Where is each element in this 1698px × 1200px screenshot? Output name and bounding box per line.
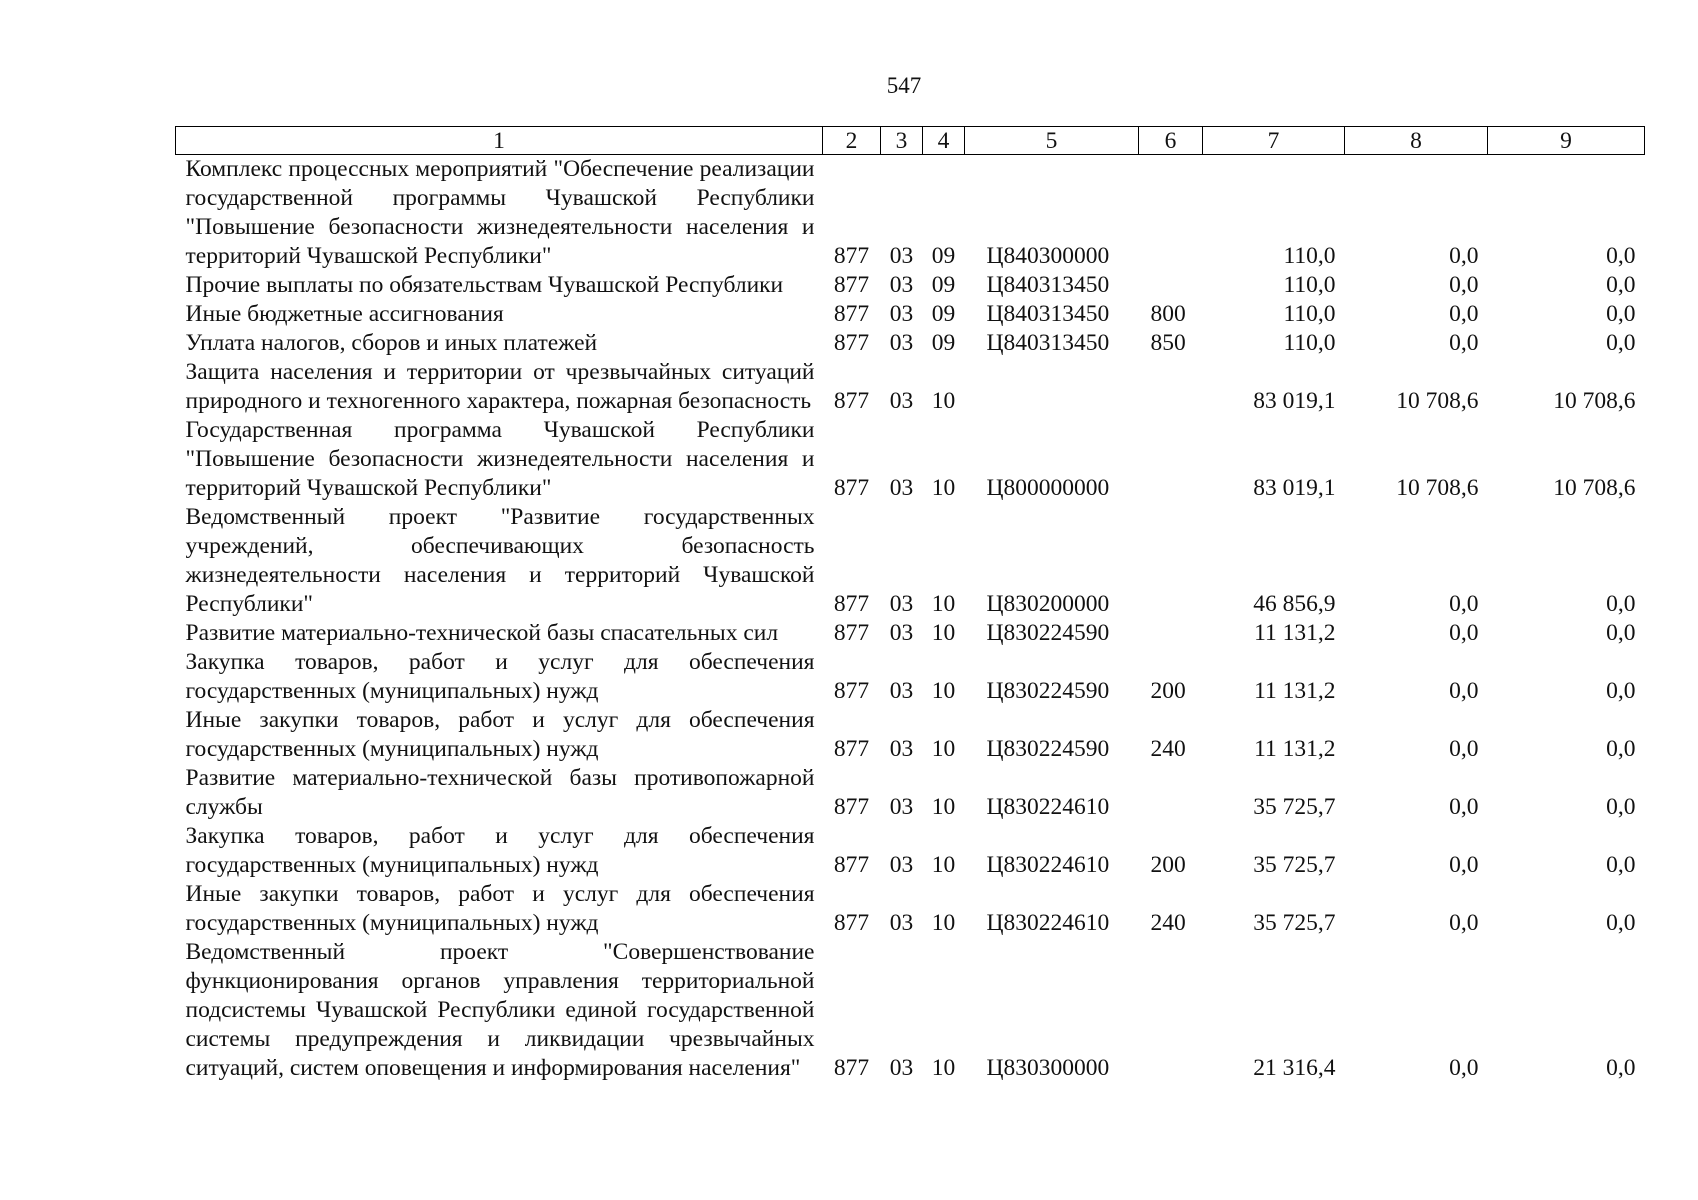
row-target-article: Ц830224610 xyxy=(986,910,1110,936)
row-amount-col7: 110,0 xyxy=(1283,243,1336,269)
row-amount-col8: 0,0 xyxy=(1449,243,1479,269)
row-ministry-code: 877 xyxy=(833,736,870,762)
row-section-code: 03 xyxy=(889,475,914,501)
row-name: Комплекс процессных мероприятий "Обеспечение реализации государственной программы Чувашской Республики "Повышение безопасности жизнедеятельности населения и территорий Чувашской Республики" xyxy=(185,156,815,269)
row-name: Иные закупки товаров, работ и услуг для обеспечения государственных (муниципальных) нужд xyxy=(185,707,815,762)
header-col-9: 9 xyxy=(1488,127,1645,155)
row-subsection-code: 10 xyxy=(931,591,956,617)
row-subsection-code: 10 xyxy=(931,852,956,878)
row-subsection-code: 10 xyxy=(931,388,956,414)
row-expense-type xyxy=(1139,938,1203,1083)
row-ministry-code: 877 xyxy=(833,475,870,501)
row-ministry-code: 877 xyxy=(833,794,870,820)
table-row xyxy=(176,822,1645,880)
row-amount-col8: 0,0 xyxy=(1449,794,1479,820)
row-amount-col9: 0,0 xyxy=(1606,620,1636,646)
row-subsection-code: 10 xyxy=(931,620,956,646)
row-amount-col9: 0,0 xyxy=(1606,678,1636,704)
row-section-code: 03 xyxy=(889,736,914,762)
row-amount-col8: 0,0 xyxy=(1449,678,1479,704)
row-amount-col7: 35 725,7 xyxy=(1253,852,1336,878)
row-target-article: Ц840313450 xyxy=(986,301,1110,327)
row-amount-col7: 110,0 xyxy=(1283,272,1336,298)
row-subsection-code: 09 xyxy=(931,330,956,356)
row-ministry-code: 877 xyxy=(833,852,870,878)
row-amount-col9: 0,0 xyxy=(1606,910,1636,936)
row-target-article: Ц830224590 xyxy=(986,678,1110,704)
row-ministry-code: 877 xyxy=(833,1055,870,1081)
table-row xyxy=(176,648,1645,706)
table-row xyxy=(176,764,1645,822)
row-expense-type xyxy=(1139,416,1203,503)
row-ministry-code: 877 xyxy=(833,301,870,327)
row-name: Ведомственный проект "Развитие государственных учреждений, обеспечивающих безопасность жизнедеятельности населения и территорий Чувашской Республики" xyxy=(185,504,815,617)
row-amount-col9: 0,0 xyxy=(1606,1055,1636,1081)
row-expense-type: 200 xyxy=(1150,852,1186,878)
row-target-article: Ц830224590 xyxy=(986,620,1110,646)
table-header xyxy=(176,127,1645,155)
row-amount-col7: 35 725,7 xyxy=(1253,794,1336,820)
row-section-code: 03 xyxy=(889,301,914,327)
row-amount-col8: 0,0 xyxy=(1449,910,1479,936)
header-col-3: 3 xyxy=(881,127,923,155)
row-amount-col8: 0,0 xyxy=(1449,736,1479,762)
row-target-article: Ц830224590 xyxy=(986,736,1110,762)
row-subsection-code: 10 xyxy=(931,1055,956,1081)
header-col-4: 4 xyxy=(923,127,965,155)
row-subsection-code: 09 xyxy=(931,272,956,298)
row-name: Государственная программа Чувашской Республики "Повышение безопасности жизнедеятельности населения и территорий Чувашской Республики" xyxy=(185,417,815,501)
row-amount-col9: 0,0 xyxy=(1606,243,1636,269)
row-amount-col8: 10 708,6 xyxy=(1396,388,1479,414)
row-name: Защита населения и территории от чрезвычайных ситуаций природного и техногенного характера, пожарная безопасность xyxy=(185,359,815,414)
row-amount-col7: 46 856,9 xyxy=(1253,591,1336,617)
header-col-8: 8 xyxy=(1345,127,1488,155)
row-amount-col9: 0,0 xyxy=(1606,591,1636,617)
row-target-article: Ц800000000 xyxy=(986,475,1110,501)
row-target-article xyxy=(965,358,1139,416)
row-section-code: 03 xyxy=(889,910,914,936)
row-expense-type: 240 xyxy=(1150,736,1186,762)
row-amount-col9: 10 708,6 xyxy=(1553,388,1636,414)
row-name: Уплата налогов, сборов и иных платежей xyxy=(185,330,598,356)
table-row xyxy=(176,619,1645,648)
row-amount-col8: 0,0 xyxy=(1449,620,1479,646)
row-ministry-code: 877 xyxy=(833,591,870,617)
row-section-code: 03 xyxy=(889,620,914,646)
table-row xyxy=(176,503,1645,619)
row-expense-type xyxy=(1139,358,1203,416)
row-amount-col9: 10 708,6 xyxy=(1553,475,1636,501)
row-amount-col7: 21 316,4 xyxy=(1253,1055,1336,1081)
table-row xyxy=(176,358,1645,416)
table-row xyxy=(176,271,1645,300)
row-amount-col9: 0,0 xyxy=(1606,736,1636,762)
row-target-article: Ц840300000 xyxy=(986,243,1110,269)
row-name: Развитие материально-технической базы противопожарной службы xyxy=(185,765,815,820)
row-amount-col7: 110,0 xyxy=(1283,301,1336,327)
row-ministry-code: 877 xyxy=(833,330,870,356)
row-expense-type xyxy=(1139,155,1203,272)
row-amount-col7: 110,0 xyxy=(1283,330,1336,356)
row-amount-col8: 0,0 xyxy=(1449,301,1479,327)
row-expense-type: 200 xyxy=(1150,678,1186,704)
row-expense-type xyxy=(1139,764,1203,822)
row-expense-type: 800 xyxy=(1150,301,1186,327)
row-amount-col8: 0,0 xyxy=(1449,1055,1479,1081)
row-target-article: Ц830224610 xyxy=(986,794,1110,820)
row-name: Закупка товаров, работ и услуг для обеспечения государственных (муниципальных) нужд xyxy=(185,823,815,878)
page-number: 547 xyxy=(886,73,922,98)
row-subsection-code: 09 xyxy=(931,243,956,269)
header-row xyxy=(176,127,1645,155)
row-name: Ведомственный проект "Совершенствование функционирования органов управления территориальной подсистемы Чувашской Республики единой государственной системы предупреждения и ликвидации чрезвычайных ситуаций, систем оповещения и информирования населения" xyxy=(185,939,815,1081)
row-ministry-code: 877 xyxy=(833,388,870,414)
row-section-code: 03 xyxy=(889,794,914,820)
row-amount-col7: 11 131,2 xyxy=(1254,736,1336,762)
row-expense-type xyxy=(1139,503,1203,619)
table-row xyxy=(176,880,1645,938)
header-col-7: 7 xyxy=(1203,127,1345,155)
table-body xyxy=(176,155,1645,1084)
header-col-1: 1 xyxy=(176,127,823,155)
row-section-code: 03 xyxy=(889,243,914,269)
row-ministry-code: 877 xyxy=(833,243,870,269)
row-expense-type: 240 xyxy=(1150,910,1186,936)
row-target-article: Ц830200000 xyxy=(986,591,1110,617)
table-row xyxy=(176,706,1645,764)
row-amount-col7: 11 131,2 xyxy=(1254,620,1336,646)
row-section-code: 03 xyxy=(889,852,914,878)
row-target-article: Ц830224610 xyxy=(986,852,1110,878)
row-expense-type xyxy=(1139,619,1203,648)
row-name: Иные бюджетные ассигнования xyxy=(185,301,504,327)
row-amount-col7: 83 019,1 xyxy=(1253,388,1336,414)
row-amount-col7: 35 725,7 xyxy=(1253,910,1336,936)
table-row xyxy=(176,938,1645,1083)
row-section-code: 03 xyxy=(889,330,914,356)
row-ministry-code: 877 xyxy=(833,272,870,298)
header-col-5: 5 xyxy=(965,127,1139,155)
row-subsection-code: 10 xyxy=(931,794,956,820)
row-amount-col9: 0,0 xyxy=(1606,301,1636,327)
row-amount-col9: 0,0 xyxy=(1606,852,1636,878)
row-amount-col9: 0,0 xyxy=(1606,330,1636,356)
row-target-article: Ц840313450 xyxy=(986,330,1110,356)
row-amount-col8: 0,0 xyxy=(1449,852,1479,878)
row-amount-col7: 11 131,2 xyxy=(1254,678,1336,704)
row-name: Развитие материально-технической базы спасательных сил xyxy=(185,620,779,646)
row-name: Иные закупки товаров, работ и услуг для обеспечения государственных (муниципальных) нужд xyxy=(185,881,815,936)
row-ministry-code: 877 xyxy=(833,910,870,936)
row-subsection-code: 10 xyxy=(931,910,956,936)
row-amount-col8: 10 708,6 xyxy=(1396,475,1479,501)
row-section-code: 03 xyxy=(889,1055,914,1081)
row-amount-col9: 0,0 xyxy=(1606,794,1636,820)
row-name: Прочие выплаты по обязательствам Чувашской Республики xyxy=(185,272,784,298)
row-amount-col8: 0,0 xyxy=(1449,330,1479,356)
row-amount-col7: 83 019,1 xyxy=(1253,475,1336,501)
row-section-code: 03 xyxy=(889,388,914,414)
row-section-code: 03 xyxy=(889,591,914,617)
row-subsection-code: 10 xyxy=(931,736,956,762)
table-row xyxy=(176,416,1645,503)
budget-table xyxy=(175,126,1645,1083)
row-subsection-code: 10 xyxy=(931,678,956,704)
header-col-2: 2 xyxy=(823,127,881,155)
row-amount-col8: 0,0 xyxy=(1449,272,1479,298)
row-section-code: 03 xyxy=(889,678,914,704)
row-target-article: Ц830300000 xyxy=(986,1055,1110,1081)
row-subsection-code: 09 xyxy=(931,301,956,327)
row-name: Закупка товаров, работ и услуг для обеспечения государственных (муниципальных) нужд xyxy=(185,649,815,704)
table-row xyxy=(176,300,1645,329)
row-ministry-code: 877 xyxy=(833,620,870,646)
row-amount-col8: 0,0 xyxy=(1449,591,1479,617)
row-ministry-code: 877 xyxy=(833,678,870,704)
row-expense-type xyxy=(1139,271,1203,300)
row-amount-col9: 0,0 xyxy=(1606,272,1636,298)
table-row xyxy=(176,329,1645,358)
row-target-article: Ц840313450 xyxy=(986,272,1110,298)
row-section-code: 03 xyxy=(889,272,914,298)
table-row xyxy=(176,155,1645,272)
row-expense-type: 850 xyxy=(1150,330,1186,356)
header-col-6: 6 xyxy=(1139,127,1203,155)
row-subsection-code: 10 xyxy=(931,475,956,501)
